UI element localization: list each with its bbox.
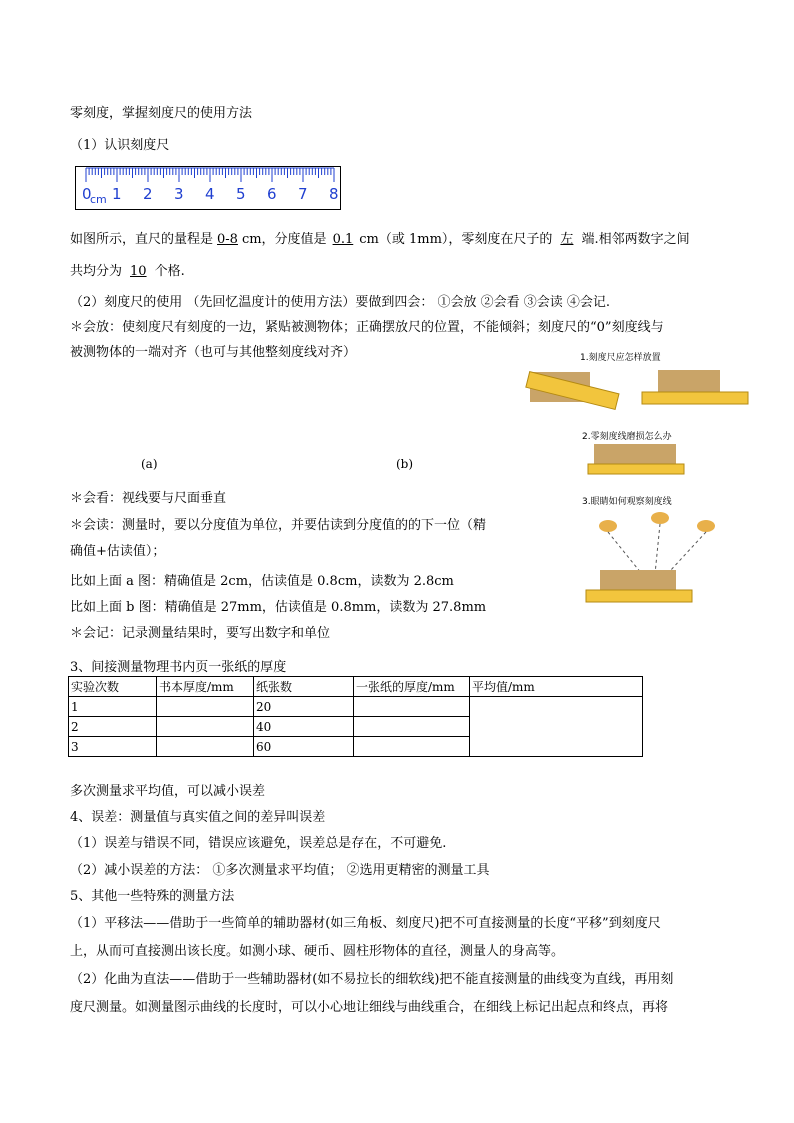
ruler-number: 1 [112, 185, 122, 203]
ruler-number: 8 [329, 185, 339, 203]
eye-left-icon [599, 520, 617, 532]
table-row: 3 60 [69, 737, 643, 757]
line-2: （1）认识刻度尺 [70, 138, 170, 153]
ruler-usage-illustration [520, 348, 752, 610]
ruler-unit: cm [90, 193, 107, 206]
table-header: 实验次数 [69, 677, 157, 697]
table-header: 平均值/mm [470, 677, 643, 697]
division-answer: 0.1 [332, 232, 354, 247]
line-12: 比如上面 b 图：精确值是 27mm，估读值是 0.8mm，读数为 27.8mm [70, 600, 487, 615]
line-14: 3、间接测量物理书内页一张纸的厚度 [70, 660, 287, 675]
average-cell [470, 697, 643, 757]
line-6: ＊会放：使刻度尺有刻度的一边，紧贴被测物体；正确摆放尺的位置，不能倾斜；刻度尺的“0”刻度线与 [70, 320, 664, 335]
wood-block-2 [658, 370, 720, 392]
flat-ruler [642, 392, 748, 404]
ruler-number: 3 [174, 185, 184, 203]
line-11: 比如上面 a 图：精确值是 2cm，估读值是 0.8cm，读数为 2.8cm [70, 574, 454, 589]
ruler-figure [75, 166, 341, 210]
line-8: ＊会看：视线要与尺面垂直 [70, 491, 227, 506]
line-22: （2）化曲为直法——借助于一些辅助器材(如不易拉长的细软线)把不能直接测量的曲线变为直线，再用刻 [70, 972, 674, 987]
line-17: （1）误差与错误不同，错误应该避免，误差总是存在，不可避免. [70, 836, 447, 851]
table-header: 书本厚度/mm [157, 677, 254, 697]
line-10: 确值+估读值）； [70, 544, 166, 559]
paper-thickness-table [68, 676, 643, 757]
table-row: 2 40 [69, 717, 643, 737]
observed-ruler [586, 590, 692, 602]
illustration-caption-2: 2.零刻度线磨损怎么办 [582, 432, 672, 442]
eye-center-icon [651, 512, 669, 524]
table-row: 1 20 [69, 697, 643, 717]
line-7: 被测物体的一端对齐（也可与其他整刻度线对齐） [70, 345, 357, 360]
line-15: 多次测量求平均值，可以减小误差 [70, 784, 266, 799]
ruler-number: 5 [236, 185, 246, 203]
eye-right-icon [697, 520, 715, 532]
line-1: 零刻度，掌握刻度尺的使用方法 [70, 106, 253, 121]
illustration-caption-3: 3.眼睛如何观察刻度线 [582, 497, 672, 507]
line-5: （2）刻度尺的使用 （先回忆温度计的使用方法）要做到四会： ①会放 ②会看 ③会读 ④会记. [70, 295, 611, 310]
ruler-scale [76, 167, 342, 211]
range-answer: 0-8 [217, 232, 238, 247]
figure-b-label: (b) [396, 457, 414, 471]
worn-ruler [588, 464, 684, 474]
figure-a-label: (a) [141, 457, 158, 471]
wood-block-4 [600, 570, 676, 590]
ruler-number: 4 [205, 185, 215, 203]
ruler-number: 6 [267, 185, 277, 203]
table-header-row [69, 677, 643, 697]
line-21: 上，从而可直接测出该长度。如测小球、硬币、圆柱形物体的直径，测量人的身高等。 [70, 944, 565, 959]
line-4: 共均分为 10 个格. [70, 264, 185, 279]
zero-position-answer: 左 [560, 232, 574, 247]
line-9: ＊会读：测量时，要以分度值为单位，并要估读到分度值的的下一位（精 [70, 518, 487, 533]
line-3: 如图所示，直尺的量程是 0-8 cm，分度值是 0.1 cm（或 1mm），零刻度在尺子的 左 端.相邻两数字之间 [70, 232, 690, 247]
line-20: （1）平移法——借助于一些简单的辅助器材(如三角板、刻度尺)把不可直接测量的长度“平移”到刻度尺 [70, 916, 661, 931]
line-16: 4、误差：测量值与真实值之间的差异叫误差 [70, 810, 326, 825]
line-23: 度尺测量。如测量图示曲线的长度时，可以小心地让细线与曲线重合，在细线上标记出起点和终点，再将 [70, 1000, 669, 1015]
wood-block-3 [594, 444, 676, 464]
illustration-caption-1: 1.刻度尺应怎样放置 [580, 353, 661, 363]
line-18: （2）减小误差的方法： ①多次测量求平均值； ②选用更精密的测量工具 [70, 863, 490, 878]
ruler-number: 2 [143, 185, 153, 203]
line-13: ＊会记：记录测量结果时，要写出数字和单位 [70, 626, 331, 641]
illustration-drawing [520, 348, 752, 610]
table-header: 一张纸的厚度/mm [354, 677, 470, 697]
line-19: 5、其他一些特殊的测量方法 [70, 889, 235, 904]
ruler-number: 0 [82, 185, 92, 203]
divisions-answer: 10 [130, 264, 147, 279]
table-header: 纸张数 [254, 677, 354, 697]
ruler-number: 7 [298, 185, 308, 203]
